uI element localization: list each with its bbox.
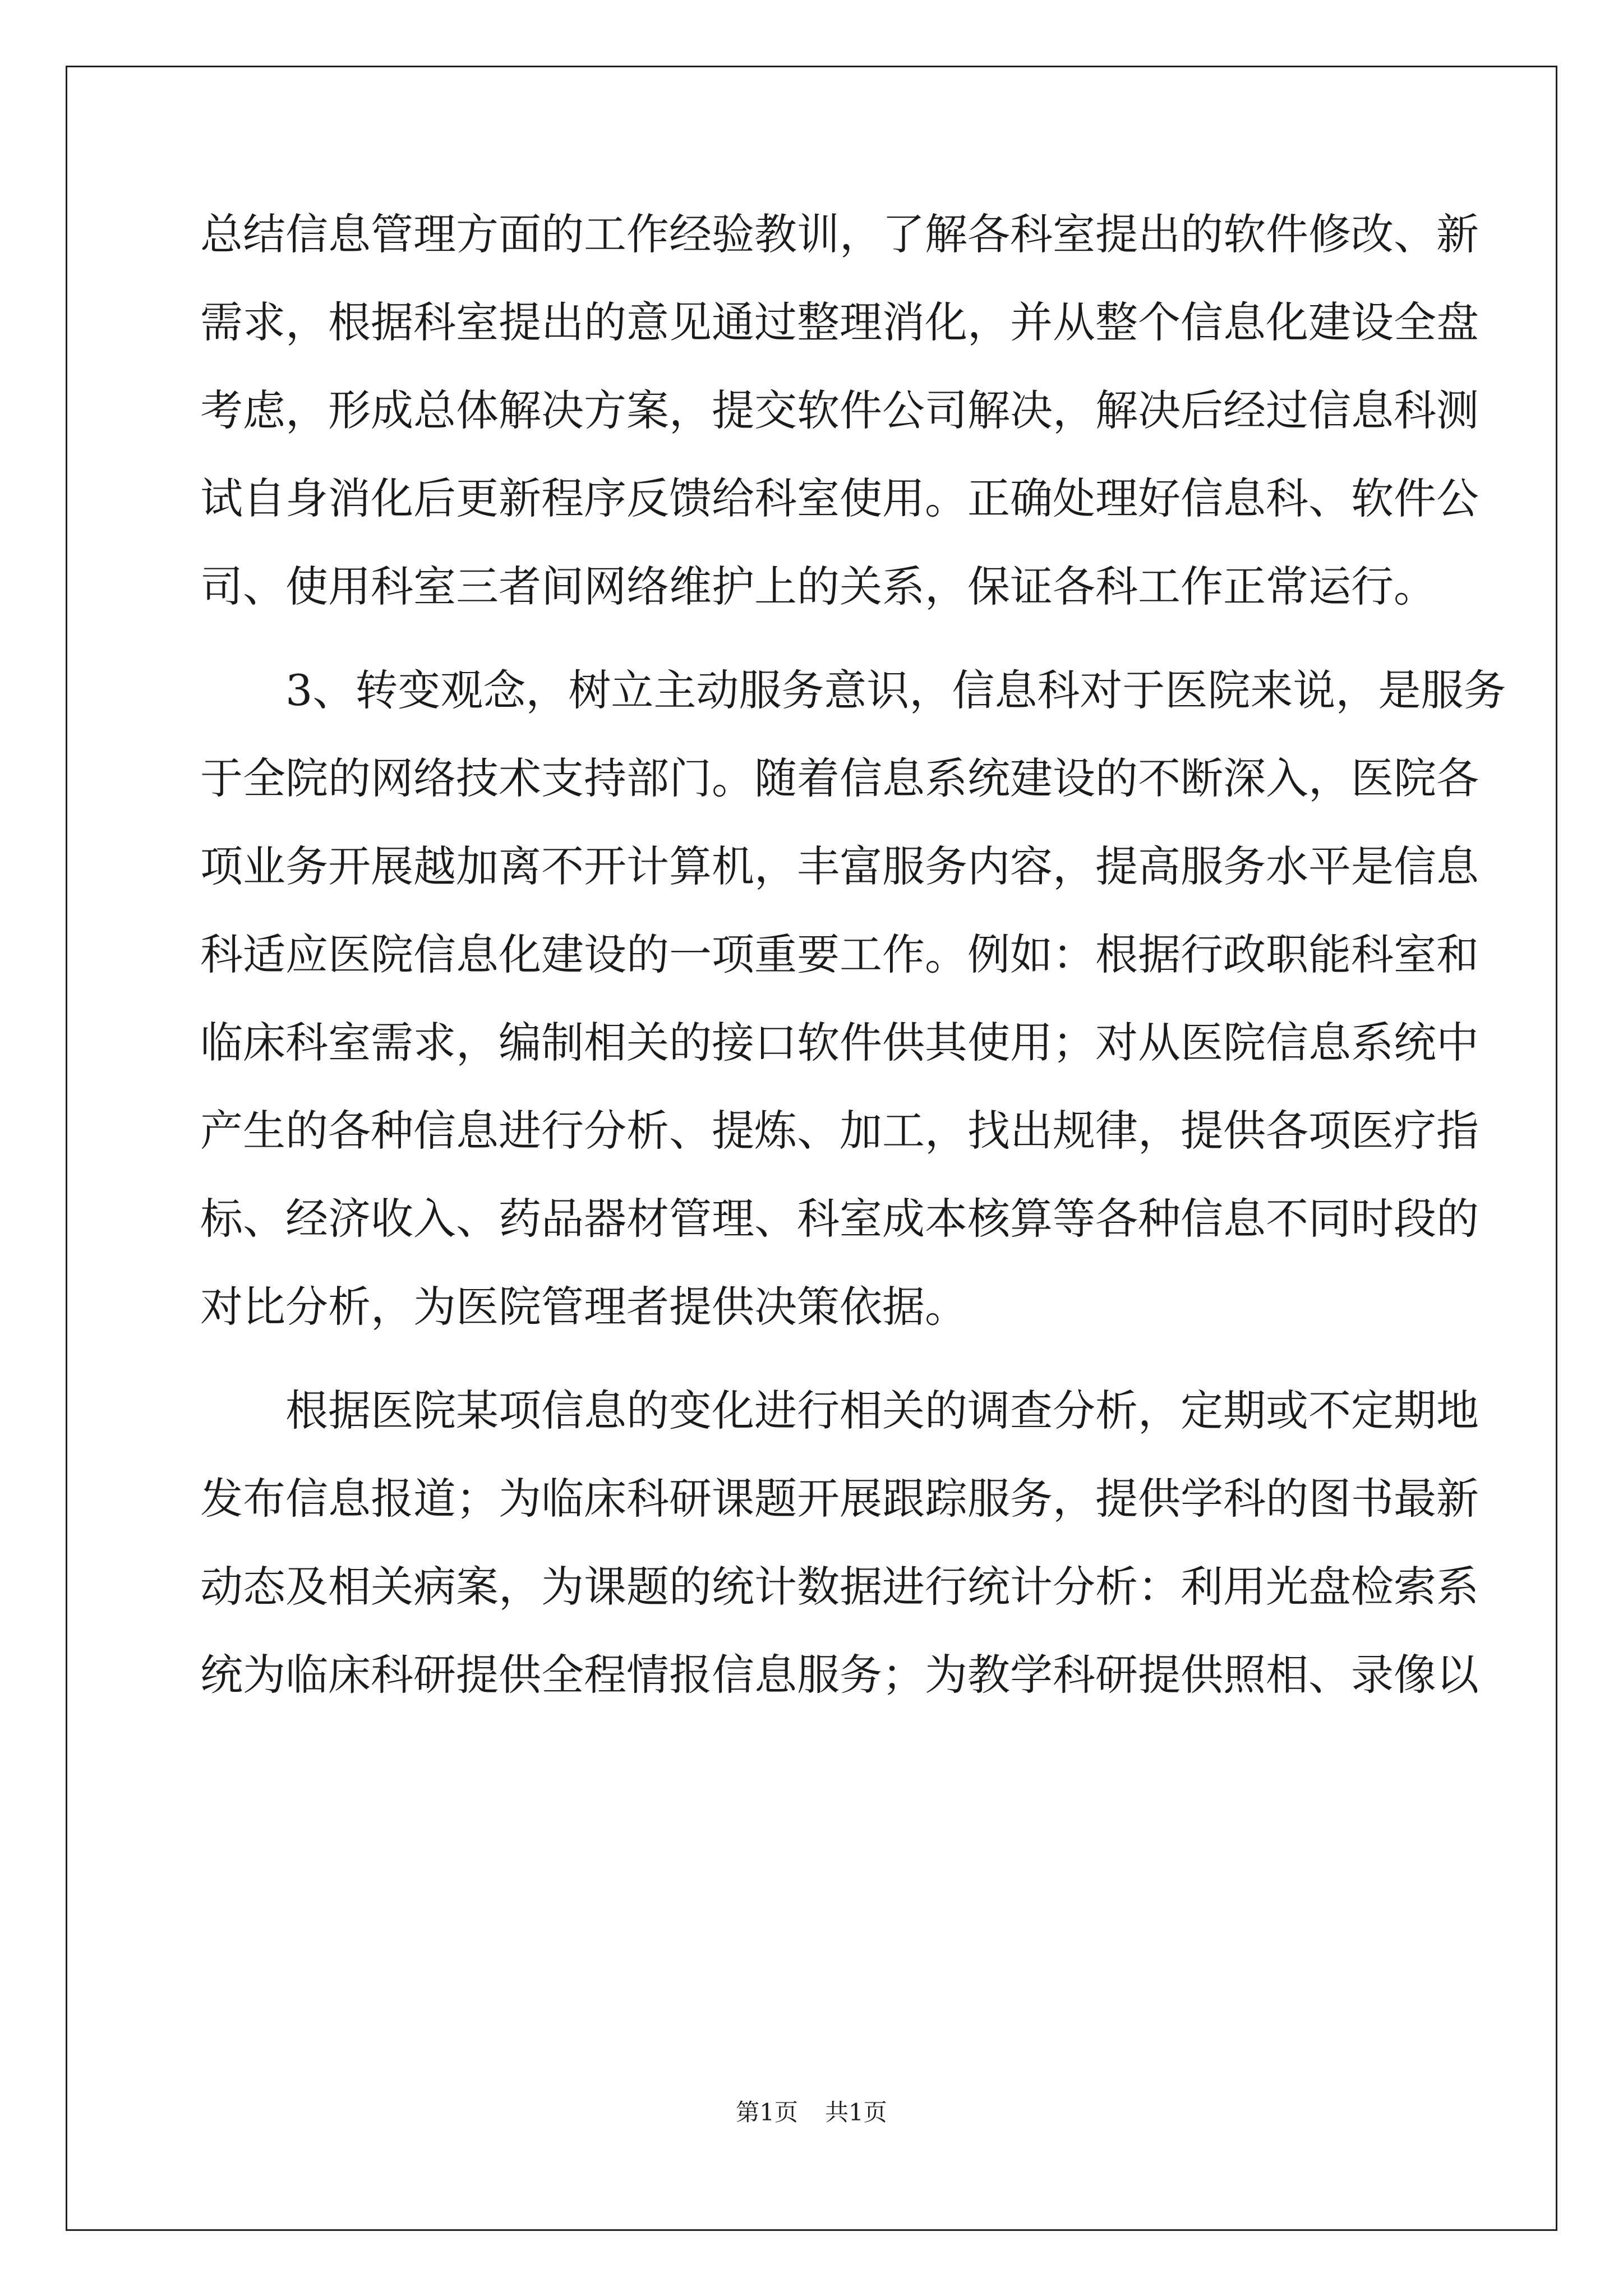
text-line: 总结信息管理方面的工作经验教训，了解各科室提出的软件修改、新: [200, 209, 1479, 259]
paragraph-2: [200, 665, 1506, 1374]
text-line: 发布信息报道；为临床科研课题开展跟踪服务，提供学科的图书最新: [200, 1474, 1479, 1524]
text-line: 产生的各种信息进行分析、提炼、加工，找出规律，提供各项医疗指: [200, 1106, 1479, 1156]
text-line: 3、转变观念，树立主动服务意识，信息科对于医院来说，是服务: [285, 665, 1506, 715]
text-line: 需求，根据科室提出的意见通过整理消化，并从整个信息化建设全盘: [200, 297, 1479, 347]
page-footer: [0, 2101, 1623, 2124]
paragraph-1: [200, 209, 1479, 654]
text-line: 根据医院某项信息的变化进行相关的调查分析，定期或不定期地: [285, 1386, 1479, 1435]
text-line: 试自身消化后更新程序反馈给科室使用。正确处理好信息科、软件公: [200, 473, 1479, 523]
text-line: 标、经济收入、药品器材管理、科室成本核算等各种信息不同时段的: [200, 1194, 1479, 1244]
text-line: 司、使用科室三者间网络维护上的关系，保证各科工作正常运行。: [200, 562, 1436, 611]
text-line: 临床科室需求，编制相关的接口软件供其使用；对从医院信息系统中: [200, 1018, 1479, 1068]
page-number: 第1页: [736, 2099, 798, 2126]
text-line: 于全院的网络技术支持部门。随着信息系统建设的不断深入，医院各: [200, 753, 1479, 803]
text-line: 对比分析，为医院管理者提供决策依据。: [200, 1282, 967, 1332]
document-body: [200, 209, 1506, 1742]
text-line: 项业务开展越加离不开计算机，丰富服务内容，提高服务水平是信息: [200, 841, 1479, 891]
page-total: 共1页: [825, 2099, 887, 2126]
text-line: 统为临床科研提供全程情报信息服务；为教学科研提供照相、录像以: [200, 1650, 1479, 1700]
paragraph-3: [200, 1386, 1479, 1742]
text-line: 科适应医院信息化建设的一项重要工作。例如：根据行政职能科室和: [200, 930, 1479, 979]
text-line: 考虑，形成总体解决方案，提交软件公司解决，解决后经过信息科测: [200, 385, 1479, 435]
text-line: 动态及相关病案，为课题的统计数据进行统计分析：利用光盘检索系: [200, 1562, 1479, 1612]
